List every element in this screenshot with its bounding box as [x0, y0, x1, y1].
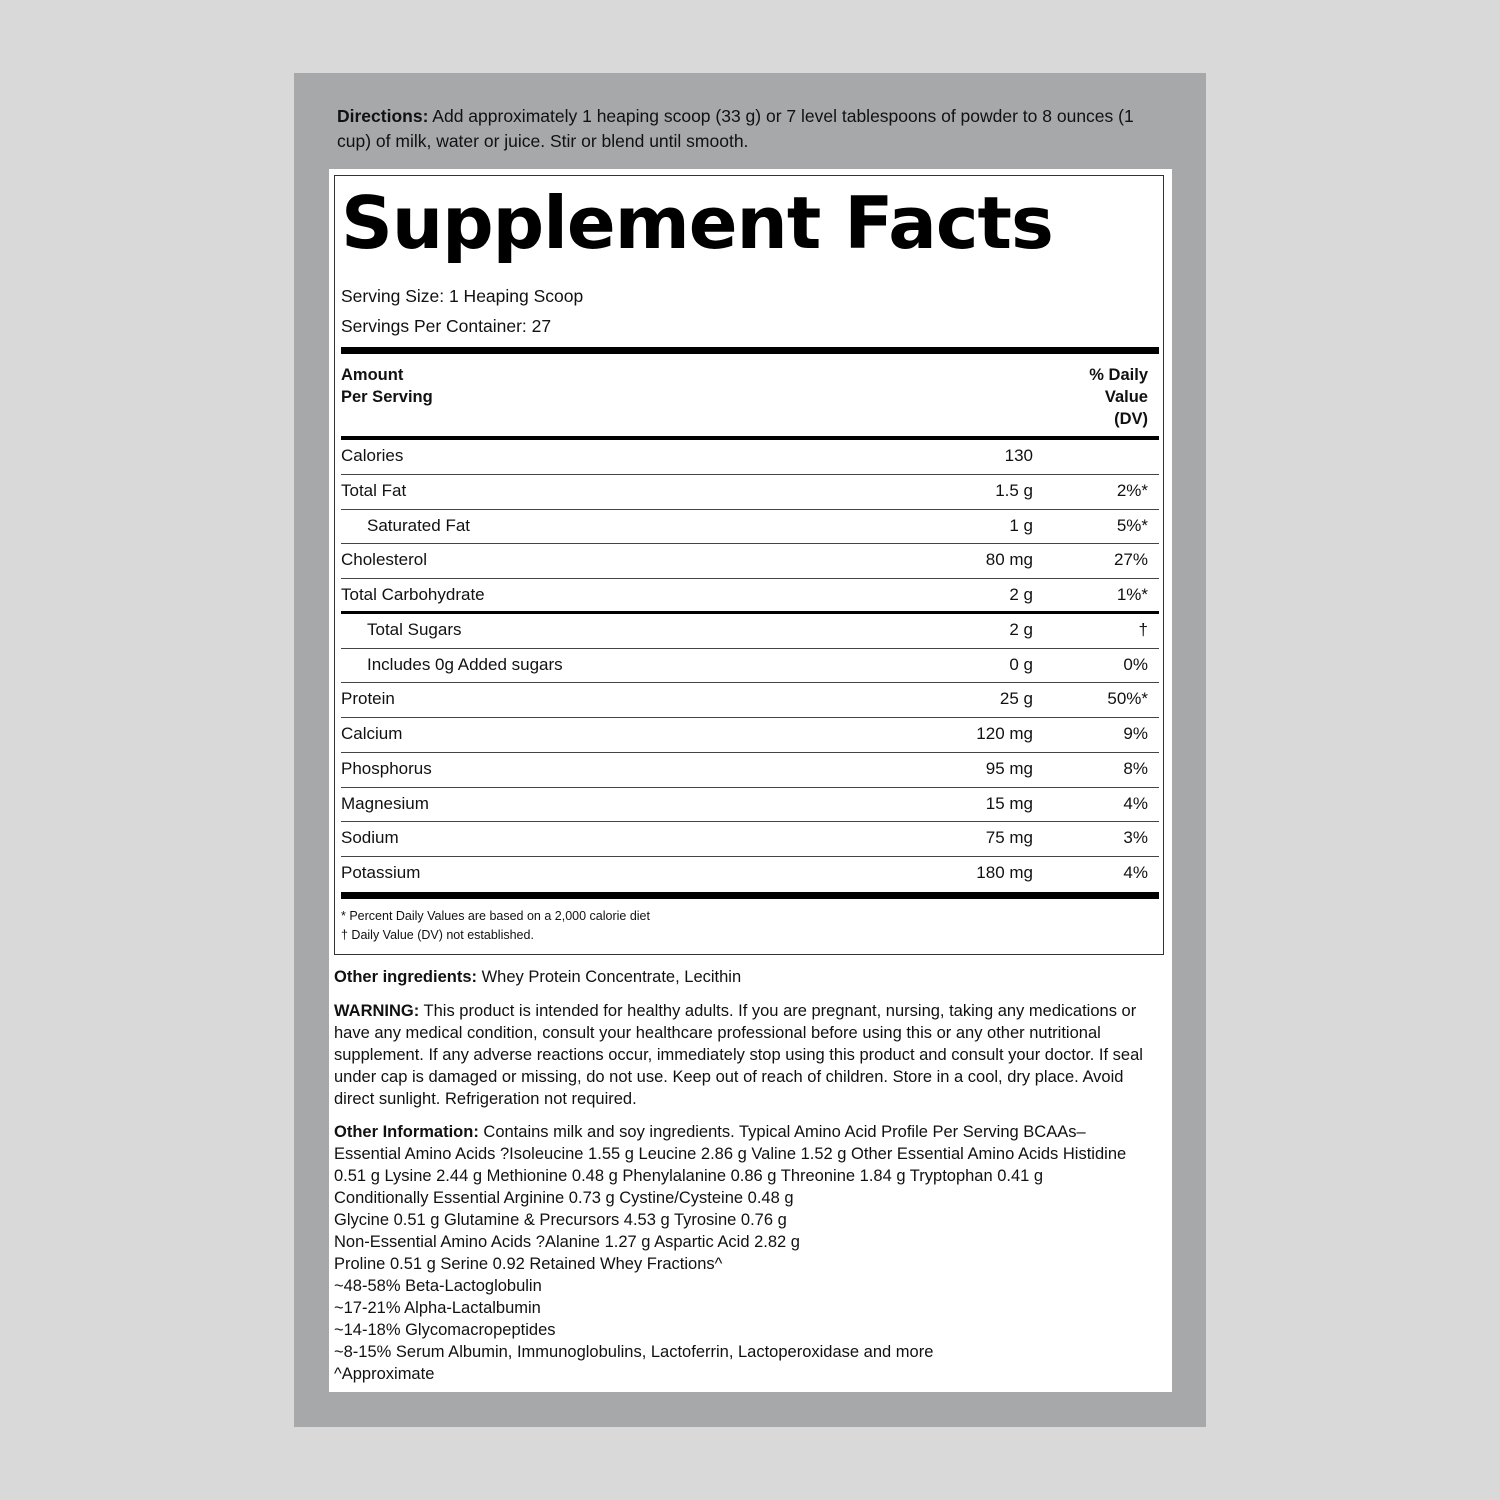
table-row: [341, 649, 1159, 684]
header-per-serving: Per Serving: [341, 388, 433, 406]
amount-per-serving-header: [341, 364, 433, 408]
header-dv: (DV): [1114, 410, 1148, 428]
table-row: [341, 718, 1159, 753]
directions-body: Add approximately 1 heaping scoop (33 g) or 7 level tablespoons of powder to 8 ounces (1 cup) of milk, water or juice. Stir or blend until smooth.: [337, 106, 1134, 151]
nutrient-amount: 180 mg: [976, 863, 1033, 882]
warning: [334, 1000, 1149, 1110]
footnote-daily-values: * Percent Daily Values are based on a 2,000 calorie diet: [341, 909, 650, 923]
top-thick-divider: [341, 347, 1159, 354]
supplement-facts-title: Supplement Facts: [341, 181, 1053, 265]
nutrient-name: Protein: [341, 689, 395, 709]
warning-label: WARNING:: [334, 1002, 420, 1020]
nutrient-dv: 0%: [1123, 654, 1148, 674]
nutrient-amount: 25 g: [999, 689, 1033, 709]
nutrient-name: Phosphorus: [341, 758, 432, 778]
nutrient-amount: 120 mg: [976, 724, 1033, 743]
nutrient-dv: 50%*: [1107, 689, 1148, 709]
nutrient-name: Potassium: [341, 863, 421, 882]
nutrient-name: Calcium: [341, 724, 403, 743]
nutrient-name: Sodium: [341, 828, 399, 848]
nutrient-dv: 5%*: [1116, 515, 1148, 535]
nutrient-amount: 15 mg: [985, 793, 1033, 813]
nutrient-dv: †: [1138, 619, 1148, 639]
other-information-text: Contains milk and soy ingredients. Typical Amino Acid Profile Per Serving BCAAs–Essential Amino Acids ?Isoleucine 1.55 g Leucine 2.86 g Valine 1.52 g Other Essential Amino Acids Histidine 0.51 g Lysine 2.44 g Methionine 0.48 g Phenylalanine 0.86 g Threonine 1.84 g Tryptophan 0.41 g: [334, 1123, 1127, 1185]
nutrient-dv: 1%*: [1116, 585, 1148, 604]
table-row: [341, 753, 1159, 788]
nutrient-dv: 8%: [1123, 758, 1148, 778]
nutrient-name: Includes 0g Added sugars: [367, 654, 563, 674]
other-information-paragraph: [334, 1121, 1149, 1187]
other-information: [334, 1121, 1149, 1385]
nutrient-amount: 80 mg: [985, 550, 1033, 570]
nutrient-amount: 1 g: [1009, 515, 1033, 535]
nutrient-amount: 95 mg: [985, 758, 1033, 778]
nutrient-name: Total Fat: [341, 480, 407, 500]
nutrient-name: Total Carbohydrate: [341, 585, 485, 604]
servings-per-container: Servings Per Container: 27: [341, 316, 552, 336]
table-row: [341, 822, 1159, 857]
other-ingredients-label: Other ingredients:: [334, 968, 478, 986]
nutrient-dv: 9%: [1123, 724, 1148, 743]
other-information-line: Glycine 0.51 g Glutamine & Precursors 4.53 g Tyrosine 0.76 g: [334, 1211, 787, 1229]
nutrient-amount: 2 g: [1009, 619, 1033, 639]
table-row: [341, 614, 1159, 649]
nutrient-amount: 0 g: [1009, 654, 1033, 674]
serving-size: Serving Size: 1 Heaping Scoop: [341, 286, 584, 306]
other-information-line: ~14-18% Glycomacropeptides: [334, 1321, 556, 1339]
table-row: [341, 857, 1159, 892]
other-ingredients-text: Whey Protein Concentrate, Lecithin: [477, 968, 742, 986]
nutrient-dv: 4%: [1123, 793, 1148, 813]
table-row: [341, 440, 1159, 475]
nutrient-amount: 1.5 g: [995, 480, 1033, 500]
other-ingredients: [334, 966, 1149, 988]
nutrient-name: Cholesterol: [341, 550, 427, 570]
nutrient-amount: 75 mg: [985, 828, 1033, 848]
header-value: Value: [1104, 388, 1148, 406]
other-information-line: Proline 0.51 g Serine 0.92 Retained Whey Fractions^: [334, 1255, 723, 1273]
other-information-line: Conditionally Essential Arginine 0.73 g Cystine/Cysteine 0.48 g: [334, 1189, 794, 1207]
other-information-line: Non-Essential Amino Acids ?Alanine 1.27 g Aspartic Acid 2.82 g: [334, 1233, 800, 1251]
table-row: [341, 544, 1159, 579]
bottom-thick-divider: [341, 892, 1159, 899]
table-row: [341, 475, 1159, 510]
header-daily: % Daily: [1089, 366, 1148, 384]
other-information-line: ^Approximate: [334, 1365, 435, 1383]
header-amount: Amount: [341, 366, 404, 384]
directions-text: [337, 104, 1147, 154]
other-information-line: ~48-58% Beta-Lactoglobulin: [334, 1277, 542, 1295]
other-information-label: Other Information:: [334, 1123, 479, 1141]
table-row: [341, 788, 1159, 823]
nutrient-name: Magnesium: [341, 793, 429, 813]
table-row: [341, 683, 1159, 718]
nutrient-amount: 2 g: [1009, 585, 1033, 604]
daily-value-header: [1049, 364, 1148, 430]
nutrient-dv: 3%: [1123, 828, 1148, 848]
nutrient-dv: 2%*: [1116, 480, 1148, 500]
nutrient-name: Calories: [341, 446, 404, 465]
footnote-dv-not-established: † Daily Value (DV) not established.: [341, 927, 534, 942]
other-information-line: ~8-15% Serum Albumin, Immunoglobulins, Lactoferrin, Lactoperoxidase and more: [334, 1343, 934, 1361]
warning-text: This product is intended for healthy adults. If you are pregnant, nursing, taking any medications or have any medical condition, consult your healthcare professional before using this or any other nutritional supplement. If any adverse reactions occur, immediately stop using this product and consult your doctor. If seal under cap is damaged or missing, do not use. Keep out of reach of children. Store in a cool, dry place. Avoid direct sunlight. Refrigeration not required.: [334, 1002, 1143, 1108]
footnotes: [341, 907, 650, 944]
nutrient-amount: 130: [1004, 446, 1033, 465]
nutrient-dv: 27%: [1113, 550, 1148, 570]
nutrient-table: [341, 440, 1159, 892]
directions-label: Directions:: [337, 106, 429, 126]
nutrient-name: Total Sugars: [367, 619, 462, 639]
nutrient-name: Saturated Fat: [367, 515, 471, 535]
table-row: [341, 579, 1159, 614]
table-row: [341, 510, 1159, 545]
nutrient-dv: 4%: [1123, 863, 1148, 882]
other-information-line: ~17-21% Alpha-Lactalbumin: [334, 1299, 541, 1317]
